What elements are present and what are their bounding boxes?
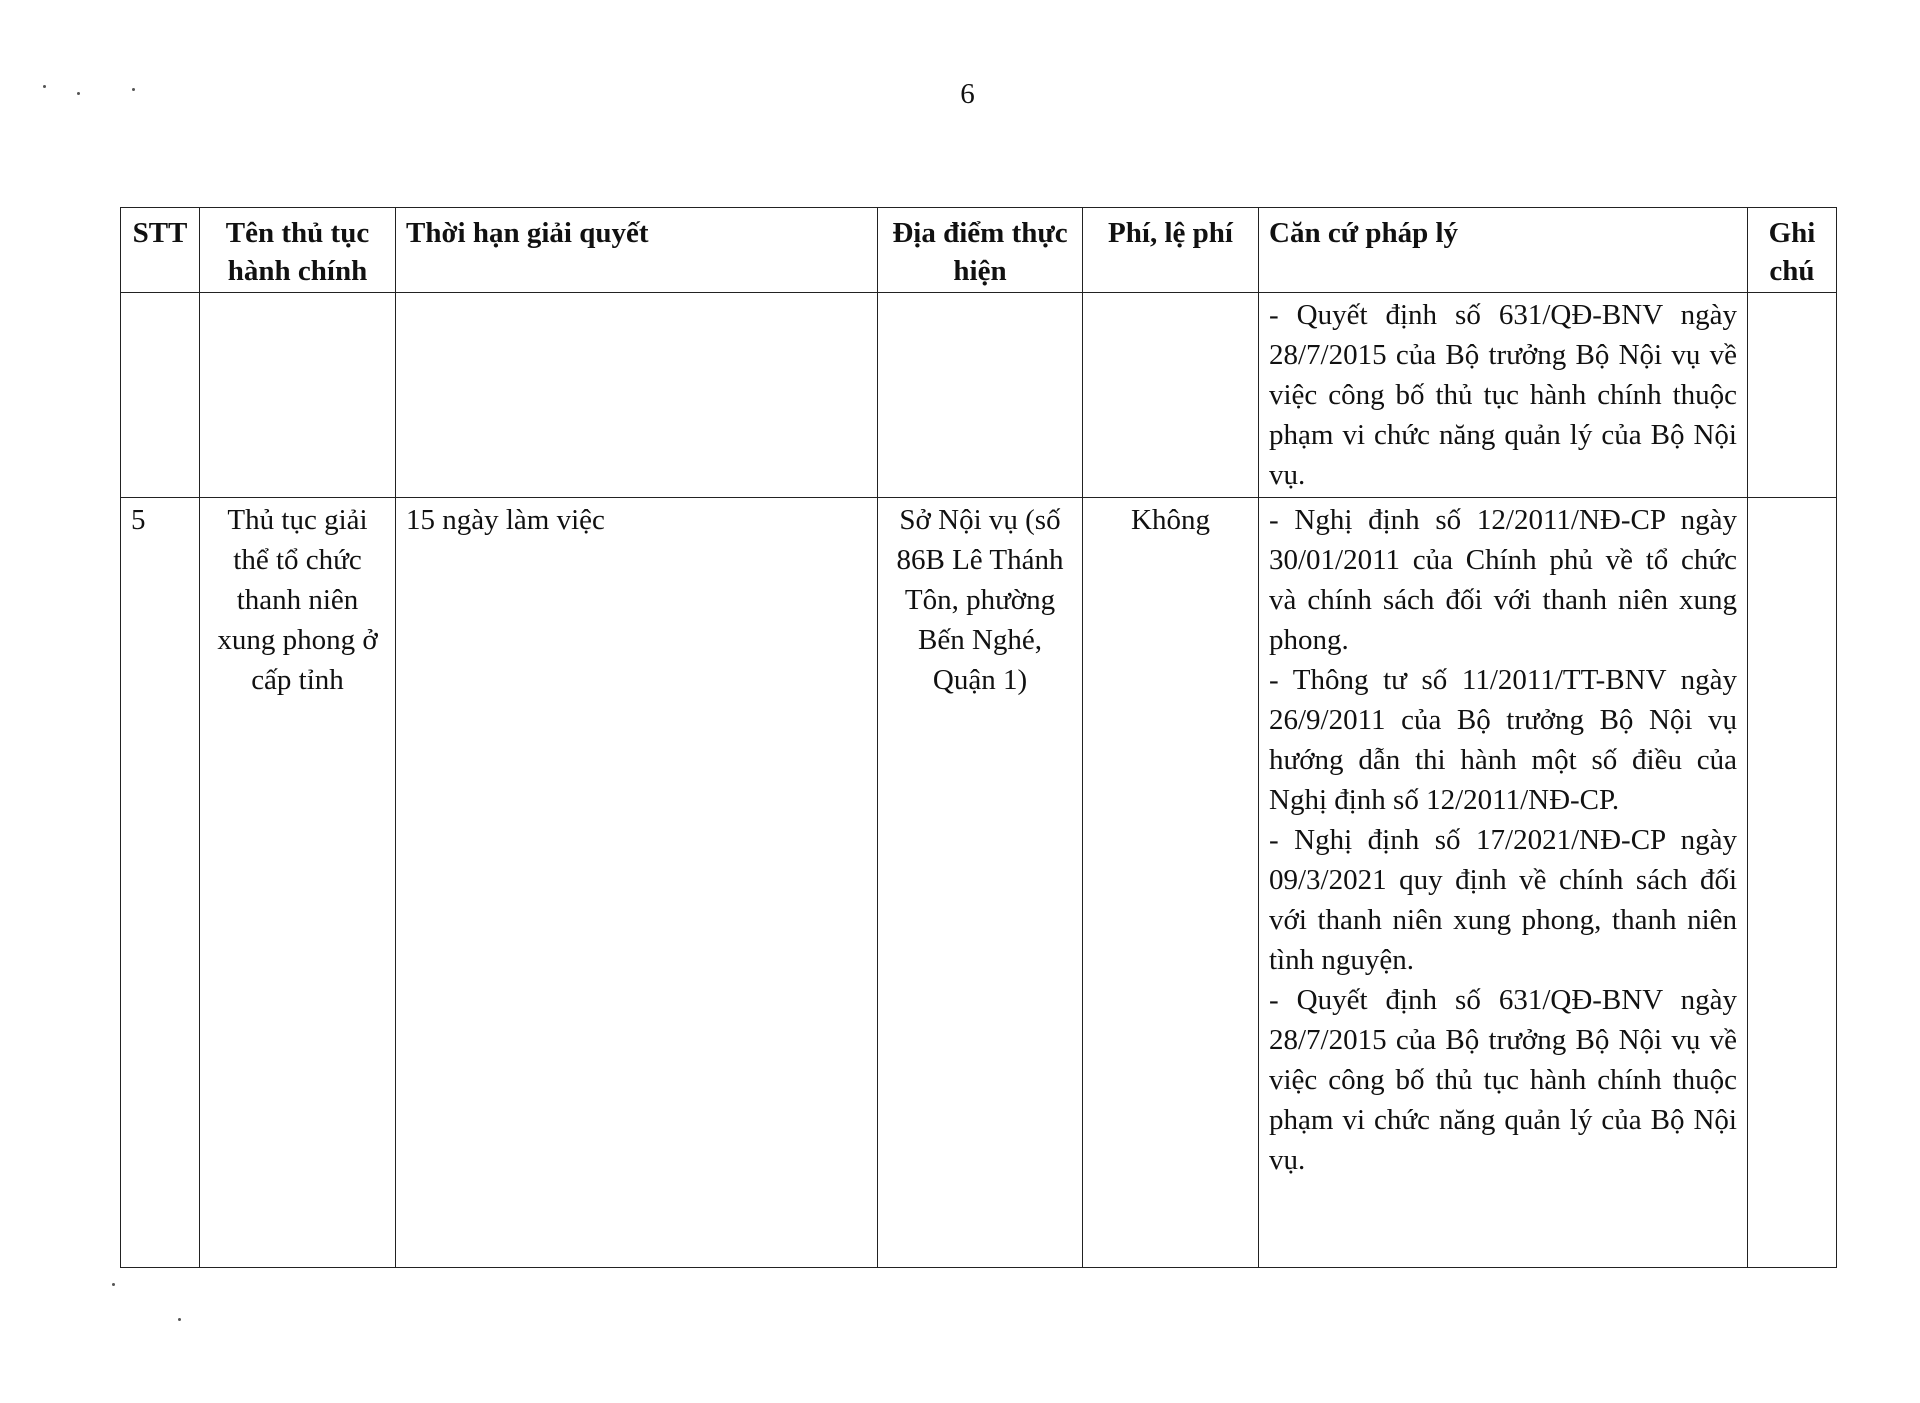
table-row-continuation [121,293,1837,498]
cell-legal-basis [1259,293,1748,498]
cell-fee [1083,293,1259,498]
legal-basis-item: - Nghị định số 12/2011/NĐ-CP ngày 30/01/2011 của Chính phủ về tổ chức và chính sách đối với thanh niên xung phong. [1269,504,1737,656]
cell-note [1748,498,1837,1268]
header-note: Ghi chú [1748,208,1837,293]
legal-basis-item: - Quyết định số 631/QĐ-BNV ngày 28/7/2015 của Bộ trưởng Bộ Nội vụ về việc công bố thủ tục hành chính thuộc phạm vi chức năng quản lý của Bộ Nội vụ. [1269,299,1737,491]
legal-basis-item: - Quyết định số 631/QĐ-BNV ngày 28/7/2015 của Bộ trưởng Bộ Nội vụ về việc công bố thủ tục hành chính thuộc phạm vi chức năng quản lý của Bộ Nội vụ. [1269,984,1737,1176]
legal-basis-item: - Thông tư số 11/2011/TT-BNV ngày 26/9/2011 của Bộ trưởng Bộ Nội vụ hướng dẫn thi hành một số điều của Nghị định số 12/2011/NĐ-CP. [1269,664,1737,816]
cell-fee: Không [1083,498,1259,1268]
legal-basis-item: - Nghị định số 17/2021/NĐ-CP ngày 09/3/2021 quy định về chính sách đối với thanh niên xung phong, thanh niên tình nguyện. [1269,824,1737,976]
header-stt: STT [121,208,200,293]
table-row [121,498,1837,1268]
cell-location [878,293,1083,498]
table-header-row [121,208,1837,293]
header-location: Địa điểm thực hiện [878,208,1083,293]
scan-speck [77,92,80,95]
cell-procedure-name [200,293,396,498]
cell-legal-basis [1259,498,1748,1268]
page-number: 6 [960,78,975,110]
cell-processing-time [396,293,878,498]
cell-processing-time: 15 ngày làm việc [396,498,878,1268]
cell-stt: 5 [121,498,200,1268]
scan-speck [112,1283,115,1286]
header-processing-time: Thời hạn giải quyết [396,208,878,293]
header-legal-basis: Căn cứ pháp lý [1259,208,1748,293]
scan-speck [132,88,135,91]
scan-speck [43,85,46,88]
cell-stt [121,293,200,498]
scan-speck [178,1318,181,1321]
header-fee: Phí, lệ phí [1083,208,1259,293]
cell-procedure-name: Thủ tục giải thể tổ chức thanh niên xung phong ở cấp tỉnh [200,498,396,1268]
header-procedure-name: Tên thủ tục hành chính [200,208,396,293]
cell-note [1748,293,1837,498]
procedure-table [120,207,1837,1268]
cell-location: Sở Nội vụ (số 86B Lê Thánh Tôn, phường Bến Nghé, Quận 1) [878,498,1083,1268]
